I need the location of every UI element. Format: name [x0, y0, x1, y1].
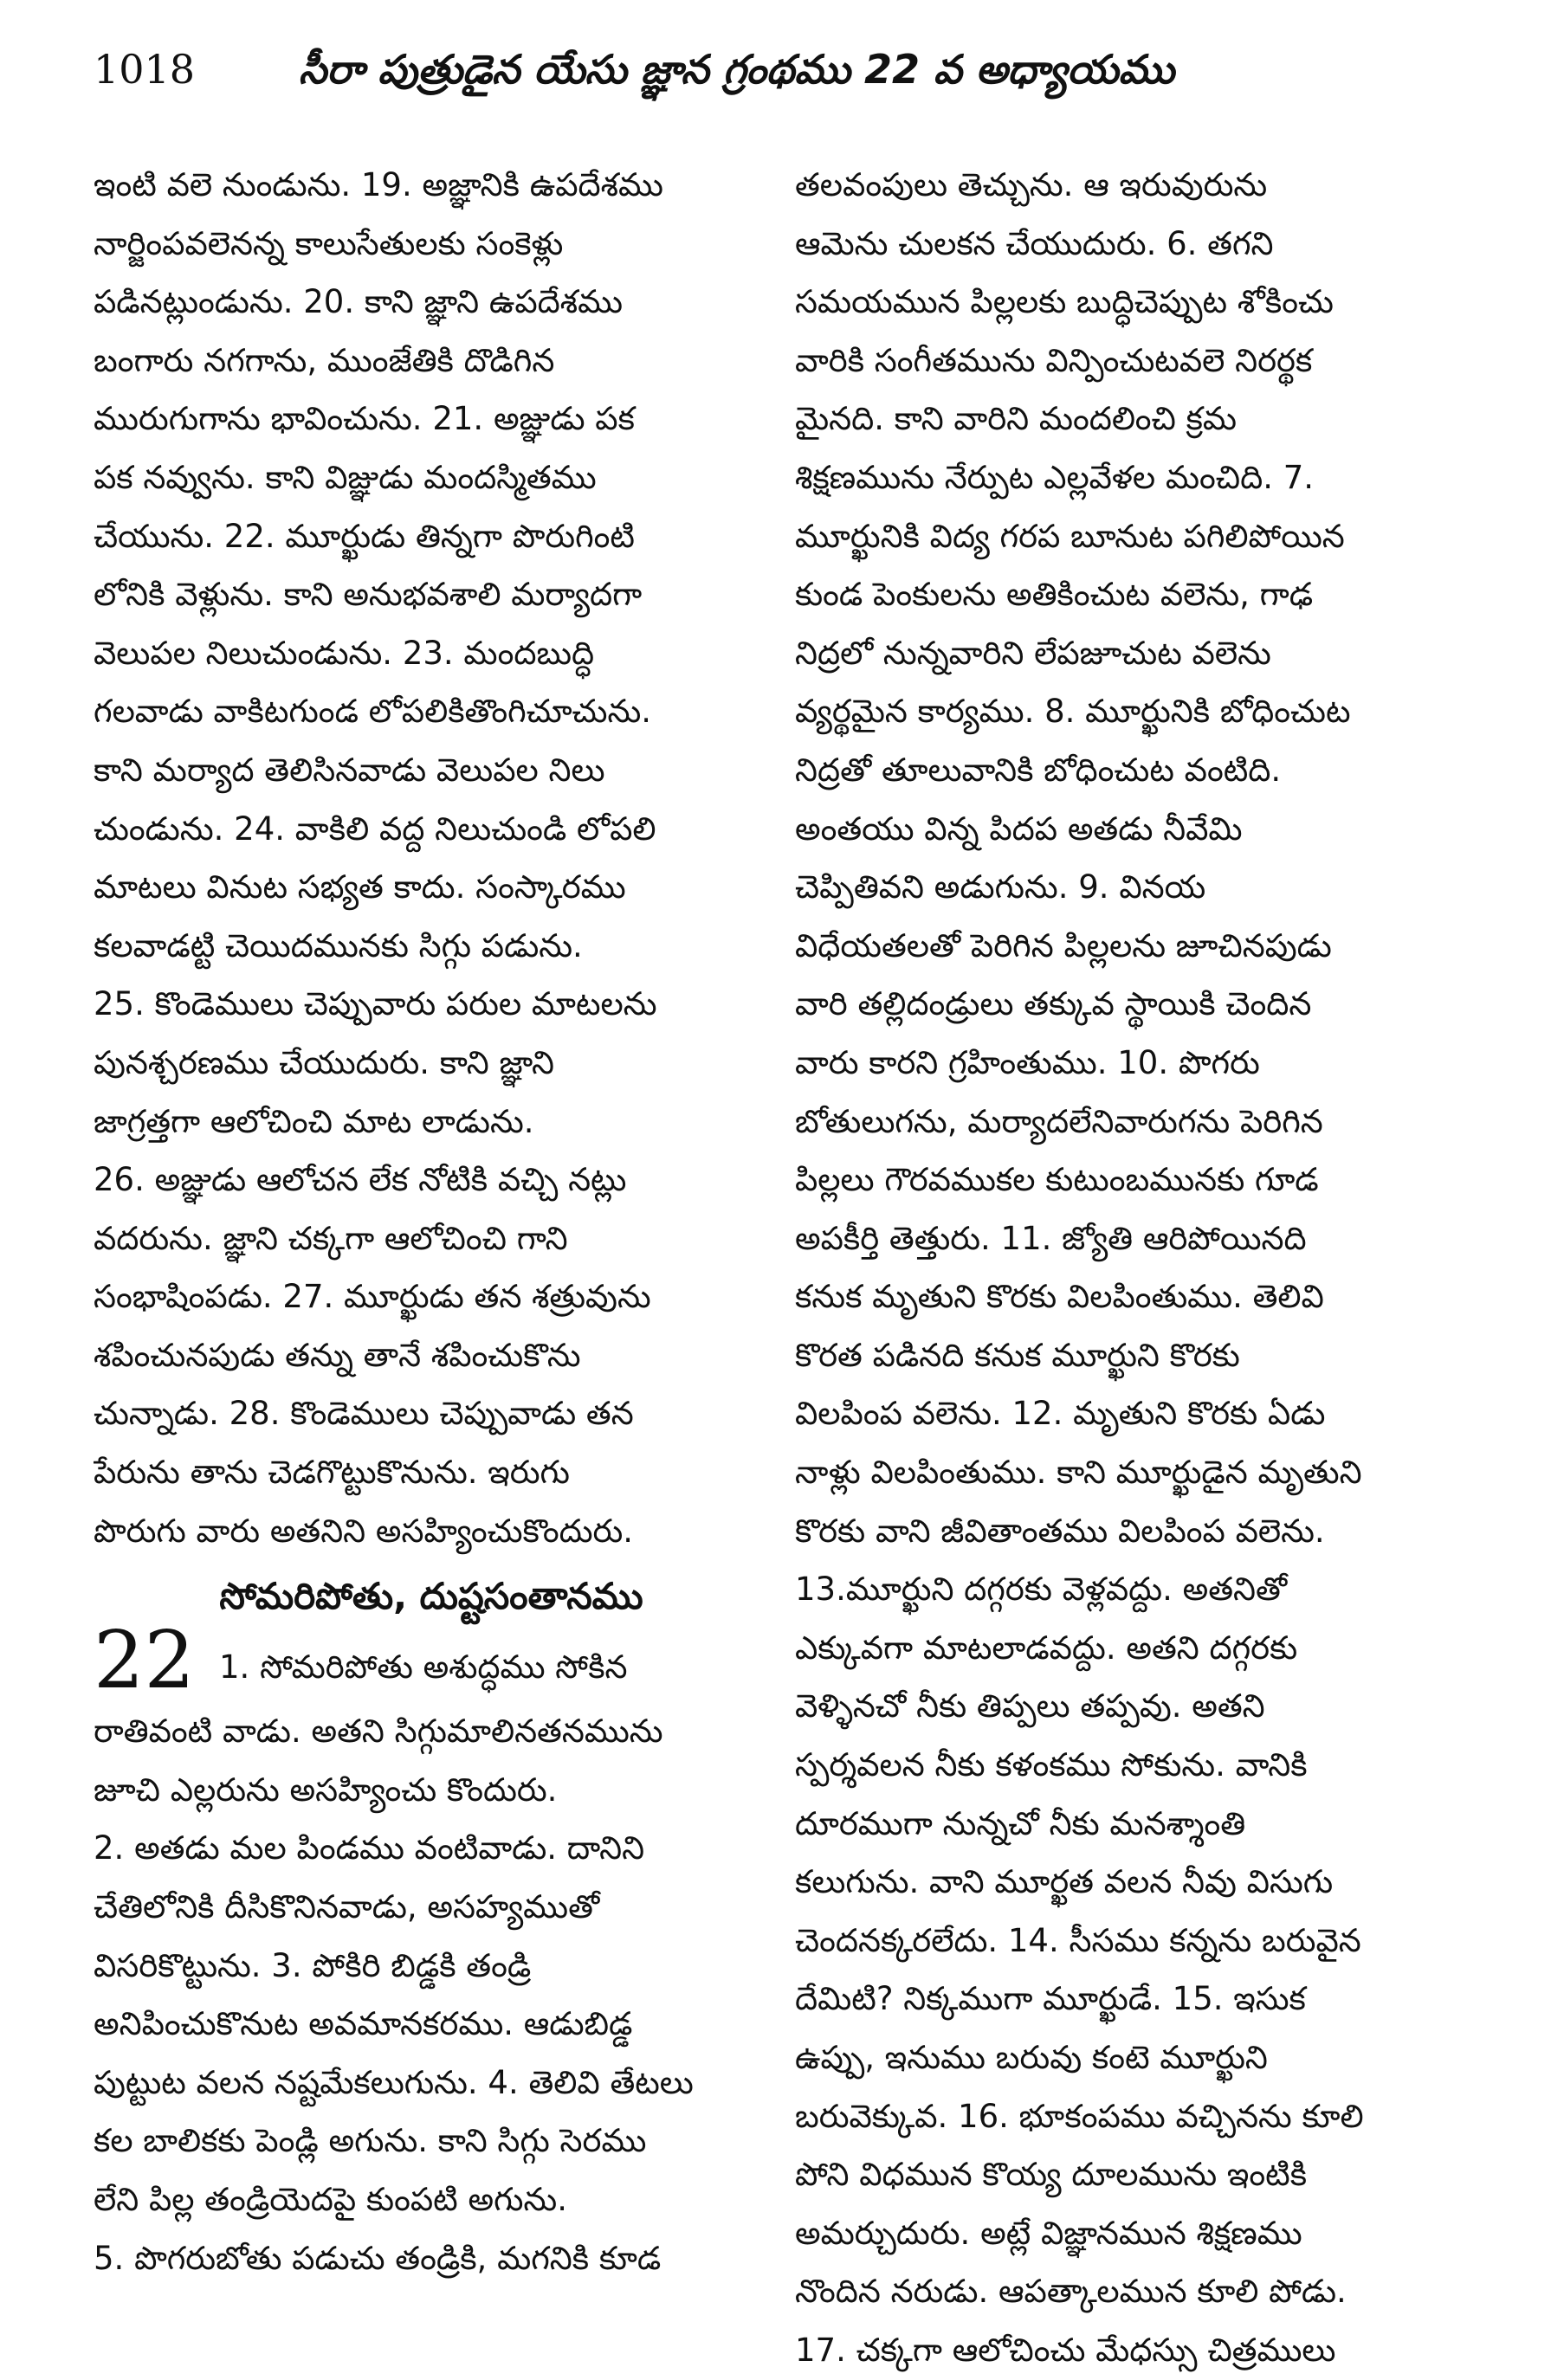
text-line: ఉప్పు, ఇనుము బరువు కంటె మూర్ఖుని [795, 2039, 1268, 2076]
text-line: మాటలు వినుట సభ్యత కాదు. సంస్కారము [94, 868, 626, 906]
text-line: పక నవ్వును. కాని విజ్ఞుడు మందస్మితము [94, 458, 597, 496]
text-line: బోతులుగను, మర్యాదలేనివారుగను పెరిగిన [795, 1102, 1323, 1140]
right-column-text [795, 156, 1470, 2380]
text-line: ఎక్కువగా మాటలాడవద్దు. అతని దగ్గరకు [795, 1629, 1298, 1667]
text-line: వారి తల్లిదండ్రులు తక్కువ స్థాయికి చెందిన [795, 985, 1312, 1023]
text-line: వారు కారని గ్రహింతుము. 10. పొగరు [795, 1043, 1260, 1081]
text-line: జాగ్రత్తగా ఆలోచించి మాట లాడును. [94, 1102, 534, 1140]
text-line: 26. అజ్ఞుడు ఆలోచన లేక నోటికి వచ్చి నట్లు [94, 1161, 627, 1199]
text-line: 2. అతడు మల పిండము వంటివాడు. దానిని [94, 1829, 645, 1867]
text-line: రాతివంటి వాడు. అతని సిగ్గుమాలినతనమును [94, 1712, 663, 1751]
text-line: శిక్షణమును నేర్పుట ఎల్లవేళల మంచిది. 7. [795, 458, 1315, 496]
text-line: అపకీర్తి తెత్తురు. 11. జ్యోతి ఆరిపోయినది [795, 1219, 1307, 1257]
text-line: నిద్రలో నున్నవారిని లేపజూచుట వలెను [795, 634, 1271, 672]
text-line: విధేయతలతో పెరిగిన పిల్లలను జూచినపుడు [795, 926, 1332, 964]
running-title: సీరా పుత్రుడైన యేసు జ్ఞాన గ్రంథము 22 వ అధ్యాయము [299, 46, 1175, 93]
text-line: కొరత పడినది కనుక మూర్ఖుని కొరకు [795, 1336, 1240, 1374]
text-line: వారికి సంగీతమును విన్పించుటవలె నిరర్థక [795, 341, 1313, 379]
text-line: వెళ్ళినచో నీకు తిప్పలు తప్పవు. అతని [795, 1687, 1265, 1725]
text-line: కుండ పెంకులను అతికించుట వలెను, గాఢ [795, 576, 1314, 614]
text-line: దేమిటి? నిక్కముగా మూర్ఖుడే. 15. ఇసుక [795, 1980, 1306, 2018]
text-line: లోనికి వెళ్లును. కాని అనుభవశాలి మర్యాదగా [94, 576, 643, 614]
text-line: వ్యర్థమైన కార్యము. 8. మూర్ఖునికి బోధించుట [795, 693, 1351, 731]
text-line: పునశ్చరణము చేయుదురు. కాని జ్ఞాని [94, 1043, 555, 1081]
text-line: 25. కొండెములు చెప్పువారు పరుల మాటలను [94, 985, 657, 1023]
text-line: మురుగుగాను భావించును. 21. అజ్ఞుడు పక [94, 400, 635, 438]
text-line: అంతయు విన్న పిదప అతడు నీవేమి [795, 809, 1243, 848]
text-line: నొందిన నరుడు. ఆపత్కాలమున కూలి పోడు. [795, 2273, 1347, 2311]
chapter-first-line: 1. సోమరిపోతు అశుద్ధము సోకిన [219, 1648, 628, 1687]
text-line: లేని పిల్ల తండ్రియెదపై కుంపటి అగును. [94, 2181, 567, 2218]
right-column [795, 156, 1470, 2380]
text-line: ఆమెను చులకన చేయుదురు. 6. తగని [795, 224, 1274, 262]
text-line: అమర్చుదురు. అట్లే విజ్ఞానమున శిక్షణము [795, 2214, 1302, 2252]
left-column-text-top [94, 156, 769, 1560]
left-column [94, 156, 769, 2287]
chapter-number: 22 [94, 1614, 196, 1707]
text-line: నాళ్లు విలపింతుము. కాని మూర్ఖుడైన మృతుని [795, 1454, 1362, 1492]
text-line: జూచి ఎల్లరును అసహ్యించు కొందురు. [94, 1770, 558, 1809]
text-line: నార్జింపవలెనన్న కాలుసేతులకు సంకెళ్లు [94, 224, 564, 262]
text-line: అనిపించుకొనుట అవమానకరము. ఆడుబిడ్డ [94, 2005, 633, 2043]
text-line: విలపింప వలెను. 12. మృతుని కొరకు ఏడు [795, 1395, 1326, 1433]
text-line: సమయమున పిల్లలకు బుద్ధిచెప్పుట శోకించు [795, 283, 1334, 321]
text-line: సంభాషింపడు. 27. మూర్ఖుడు తన శత్రువును [94, 1278, 651, 1316]
text-line: 5. పొగరుబోతు పడుచు తండ్రికి, మగనికి కూడ [94, 2239, 662, 2277]
text-line: మూర్ఖునికి విద్య గరప బూనుట పగిలిపోయిన [795, 517, 1345, 555]
text-line: పొరుగు వారు అతనిని అసహ్యించుకొందురు. [94, 1512, 634, 1550]
text-line: చుండును. 24. వాకిలి వద్ద నిలుచుండి లోపలి [94, 809, 656, 848]
text-line: 13.మూర్ఖుని దగ్గరకు వెళ్లవద్దు. అతనితో [795, 1571, 1288, 1609]
text-line: చెందనక్కరలేదు. 14. సీసము కన్నను బరువైన [795, 1921, 1361, 1959]
text-line: స్పర్శవలన నీకు కళంకము సోకును. వానికి [795, 1746, 1308, 1784]
text-line: 17. చక్కగా ఆలోచించు మేధస్సు చిత్రములు [795, 2331, 1336, 2369]
left-column-text-bottom [94, 1702, 769, 2287]
text-line: కాని మర్యాద తెలిసినవాడు వెలుపల నిలు [94, 751, 605, 789]
text-line: వదరును. జ్ఞాని చక్కగా ఆలోచించి గాని [94, 1219, 568, 1257]
text-line: పేరును తాను చెడగొట్టుకొనును. ఇరుగు [94, 1454, 570, 1492]
text-line: మైనది. కాని వారిని మందలించి క్రమ [795, 400, 1238, 438]
page-number: 1018 [94, 46, 196, 93]
text-line: దూరముగా నున్నచో నీకు మనశ్శాంతి [795, 1804, 1246, 1842]
text-line: బరువెక్కువ. 16. భూకంపము వచ్చినను కూలి [795, 2097, 1364, 2135]
text-line: చున్నాడు. 28. కొండెములు చెప్పువాడు తన [94, 1395, 634, 1433]
text-line: కొరకు వాని జీవితాంతము విలపింప వలెను. [795, 1512, 1325, 1550]
text-line: కల బాలికకు పెండ్లి అగును. కాని సిగ్గు సెరము [94, 2122, 647, 2160]
text-line: కలుగును. వాని మూర్ఖత వలన నీవు విసుగు [795, 1863, 1334, 1901]
text-line: చేతిలోనికి దీసికొనినవాడు, అసహ్యముతో [94, 1888, 600, 1926]
text-line: పోని విధమున కొయ్య దూలమును ఇంటికి [795, 2156, 1308, 2194]
text-line: ఇంటి వలె నుండును. 19. అజ్ఞానికి ఉపదేశము [94, 166, 663, 203]
text-line: కనుక మృతుని కొరకు విలపింతుము. తెలివి [795, 1278, 1324, 1316]
text-line: పడినట్లుండును. 20. కాని జ్ఞాని ఉపదేశము [94, 283, 624, 321]
text-line: తలవంపులు తెచ్చును. ఆ ఇరువురును [795, 166, 1268, 203]
text-line: నిద్రతో తూలువానికి బోధించుట వంటిది. [795, 751, 1282, 789]
text-line: కలవాడట్టి చెయిదమునకు సిగ్గు పడును. [94, 926, 583, 964]
chapter-opening [94, 1614, 769, 1707]
text-line: చేయును. 22. మూర్ఖుడు తిన్నగా పొరుగింటి [94, 517, 635, 555]
section-heading: సోమరిపోతు, దుష్టసంతానము [219, 1575, 643, 1618]
text-line: శపించునపుడు తన్ను తానే శపించుకొను [94, 1336, 581, 1374]
text-line: పుట్టుట వలన నష్టమేకలుగును. 4. తెలివి తేటలు [94, 2063, 694, 2101]
text-line: విసరికొట్టును. 3. పోకిరి బిడ్డకి తండ్రి [94, 1946, 532, 1984]
text-line: పిల్లలు గౌరవముకల కుటుంబమునకు గూడ [795, 1161, 1319, 1199]
text-line: బంగారు నగగాను, ముంజేతికి దొడిగిన [94, 341, 555, 379]
text-line: గలవాడు వాకిటగుండ లోపలికితొంగిచూచును. [94, 693, 652, 731]
text-line: చెప్పితివని అడుగును. 9. వినయ [795, 868, 1206, 906]
text-line: వెలుపల నిలుచుండును. 23. మందబుద్ధి [94, 634, 595, 672]
